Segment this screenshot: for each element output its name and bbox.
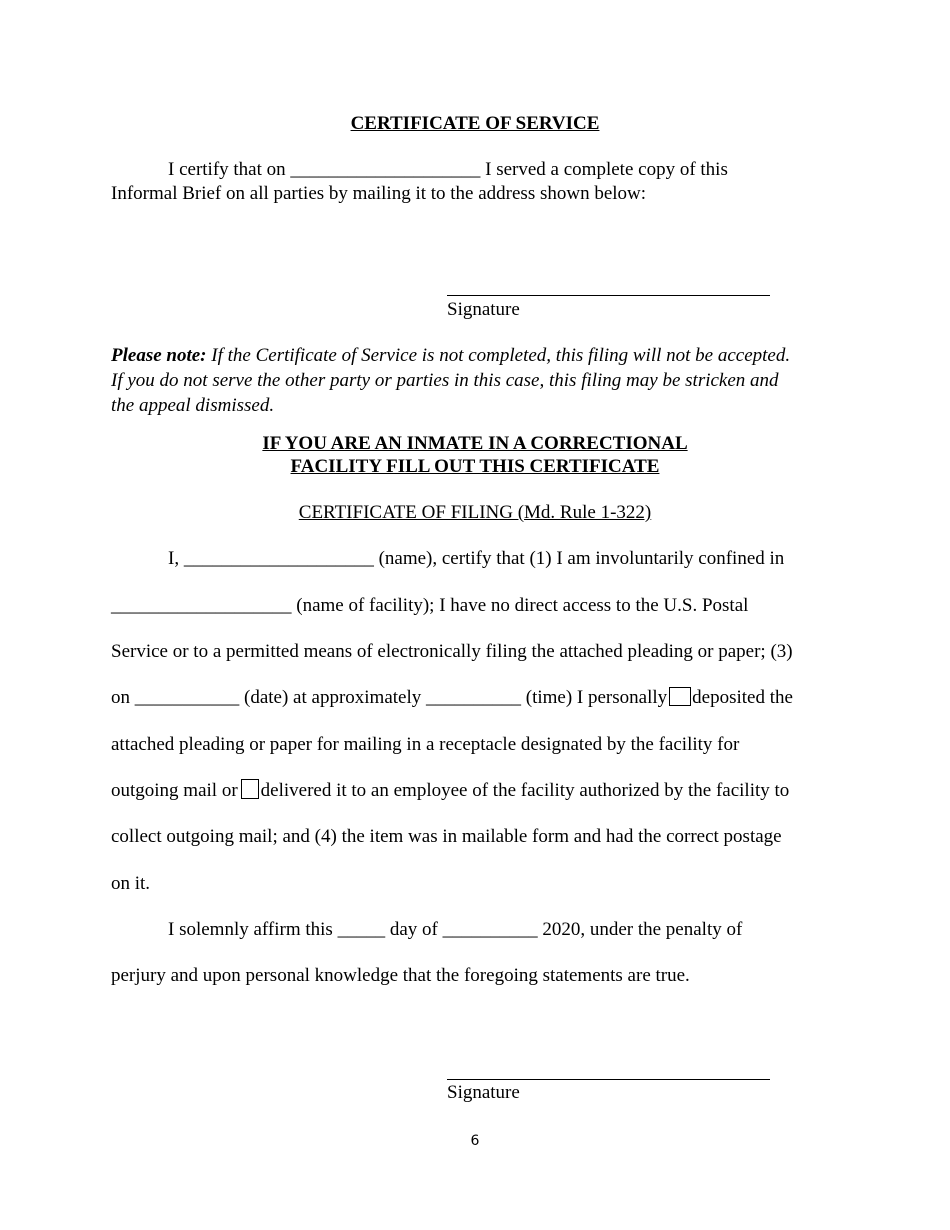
service-line-2: Informal Brief on all parties by mailing it to the address shown below: [111,183,647,204]
page-number: 6 [470,1133,480,1149]
note-line-1-text: If the Certificate of Service is not completed, this filing will not be accepted. [206,345,791,366]
affirm-line-2: perjury and upon personal knowledge that the foregoing statements are true. [111,965,690,986]
inmate-heading-line-2: FACILITY FILL OUT THIS CERTIFICATE [290,456,660,477]
inmate-heading-line-1: IF YOU ARE AN INMATE IN A CORRECTIONAL [262,433,688,454]
filing-signature-line [447,1079,770,1080]
deposited-checkbox[interactable] [669,687,691,706]
note-line-3: the appeal dismissed. [111,395,275,416]
filing-line-7: collect outgoing mail; and (4) the item was in mailable form and had the correct postage [111,826,782,847]
affirm-line-1: I solemnly affirm this _____ day of __________ 2020, under the penalty of [168,919,743,940]
filing-line-4-b: deposited the [692,687,793,708]
certificate-of-service-title: CERTIFICATE OF SERVICE [350,113,600,134]
filing-line-5: attached pleading or paper for mailing in a receptacle designated by the facility for [111,734,740,755]
filing-line-6-a: outgoing mail or [111,780,238,801]
filing-line-2: ___________________ (name of facility); I have no direct access to the U.S. Postal [111,595,749,616]
service-line-1: I certify that on ____________________ I served a complete copy of this [168,159,728,180]
filing-line-6-b: delivered it to an employee of the facility authorized by the facility to [260,780,790,801]
delivered-checkbox[interactable] [241,779,259,799]
filing-line-1: I, ____________________ (name), certify that (1) I am involuntarily confined in [168,548,785,569]
note-label: Please note: [111,345,207,366]
filing-line-6 [111,779,789,803]
note-line-2: If you do not serve the other party or parties in this case, this filing may be stricken and [111,370,779,391]
note-line-1 [111,344,790,368]
filing-line-8: on it. [111,873,151,894]
service-signature-line [447,295,770,296]
filing-line-3: Service or to a permitted means of electronically filing the attached pleading or paper; (3) [111,641,793,662]
filing-line-4 [111,686,793,710]
filing-line-4-a: on ___________ (date) at approximately __________ (time) I personally [111,687,668,708]
certificate-of-filing-title: CERTIFICATE OF FILING (Md. Rule 1-322) [298,502,652,523]
filing-signature-label: Signature [447,1082,520,1103]
service-signature-label: Signature [447,299,520,320]
